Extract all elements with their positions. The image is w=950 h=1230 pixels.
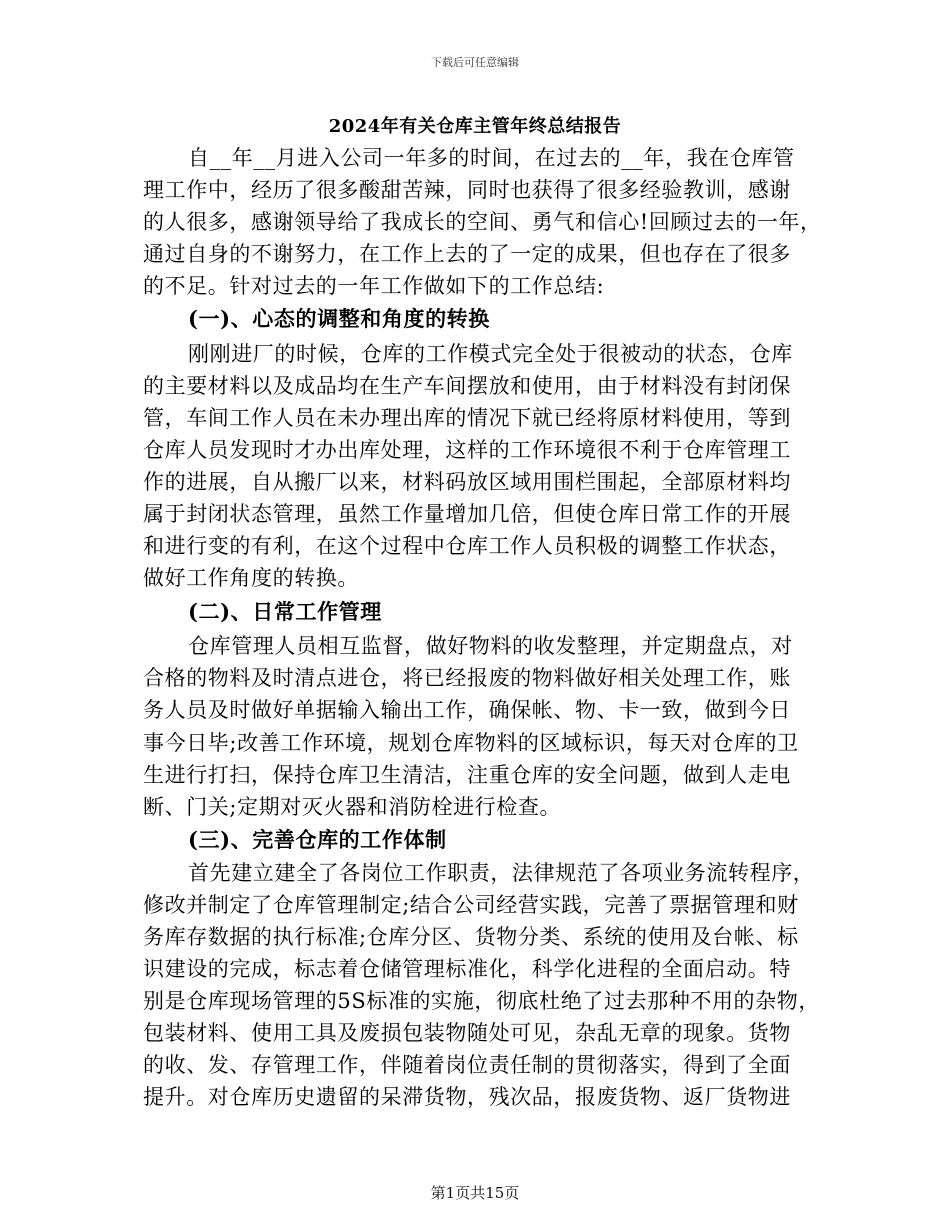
- paragraph-line: 包装材料、使用工具及废损包装物随处可见，杂乱无章的现象。货物: [143, 1021, 791, 1045]
- paragraph-line: 做好工作角度的转换。: [143, 566, 359, 590]
- paragraph-line: 仓库人员发现时才办出库处理，这样的工作环境很不利于仓库管理工: [143, 438, 791, 462]
- paragraph-line: 务库存数据的执行标准;仓库分区、货物分类、系统的使用及台帐、标: [143, 925, 799, 949]
- paragraph-line: 生进行打扫，保持仓库卫生清洁，注重仓库的安全问题，做到人走电: [143, 763, 791, 787]
- section-heading-3: (三)、完善仓库的工作体制: [188, 827, 447, 852]
- paragraph-line: 首先建立建全了各岗位工作职责，法律规范了各项业务流转程序，: [188, 861, 815, 885]
- paragraph-line: 的人很多，感谢领导给了我成长的空间、勇气和信心!回顾过去的一年，: [143, 210, 822, 234]
- paragraph-line: 断、门关;定期对灭火器和消防栓进行检查。: [143, 795, 562, 819]
- paragraph-line: 管，车间工作人员在未办理出库的情况下就已经将原材料使用，等到: [143, 406, 791, 430]
- paragraph-line: 合格的物料及时清点进仓，将已经报废的物料做好相关处理工作，账: [143, 666, 791, 690]
- page-title: 2024年有关仓库主管年终总结报告: [328, 116, 622, 137]
- paragraph-line: 的主要材料以及成品均在生产车间摆放和使用，由于材料没有封闭保: [143, 374, 791, 398]
- paragraph-line: 通过自身的不谢努力，在工作上去的了一定的成果，但也存在了很多: [143, 242, 791, 266]
- paragraph-line: 仓库管理人员相互监督，做好物料的收发整理，并定期盘点，对: [188, 634, 793, 658]
- paragraph-line: 提升。对仓库历史遗留的呆滞货物，残次品，报废货物、返厂货物进: [143, 1085, 791, 1109]
- paragraph-line: 识建设的完成，标志着仓储管理标准化，科学化进程的全面启动。特: [143, 957, 791, 981]
- paragraph-line: 修改并制定了仓库管理制定;结合公司经营实践，完善了票据管理和财: [143, 893, 799, 917]
- paragraph-line: 事今日毕;改善工作环境，规划仓库物料的区域标识，每天对仓库的卫: [143, 731, 799, 755]
- section-heading-1: (一)、心态的调整和角度的转换: [188, 306, 490, 331]
- paragraph-line: 作的进展，自从搬厂以来，材料码放区域用围栏围起，全部原材料均: [143, 470, 791, 494]
- paragraph-line: 刚刚进厂的时候，仓库的工作模式完全处于很被动的状态，仓库: [188, 342, 793, 366]
- section-heading-2: (二)、日常工作管理: [188, 599, 382, 624]
- page-header-note: 下载后可任意编辑: [431, 56, 519, 69]
- paragraph-line: 别是仓库现场管理的5S标准的实施，彻底杜绝了过去那种不用的杂物，: [143, 989, 820, 1013]
- paragraph-line: 自__年__月进入公司一年多的时间，在过去的__年，我在仓库管: [188, 146, 795, 170]
- paragraph-line: 的收、发、存管理工作，伴随着岗位责任制的贯彻落实，得到了全面: [143, 1053, 791, 1077]
- paragraph-line: 属于封闭状态管理，虽然工作量增加几倍，但使仓库日常工作的开展: [143, 502, 791, 526]
- page-footer-pagination: 第1页共15页: [430, 1184, 520, 1202]
- paragraph-line: 务人员及时做好单据输入输出工作，确保帐、物、卡一致，做到今日: [143, 698, 791, 722]
- paragraph-line: 和进行变的有利，在这个过程中仓库工作人员积极的调整工作状态，: [143, 534, 791, 558]
- paragraph-line: 的不足。针对过去的一年工作做如下的工作总结:: [143, 274, 605, 298]
- paragraph-line: 理工作中，经历了很多酸甜苦辣，同时也获得了很多经验教训，感谢: [143, 178, 791, 202]
